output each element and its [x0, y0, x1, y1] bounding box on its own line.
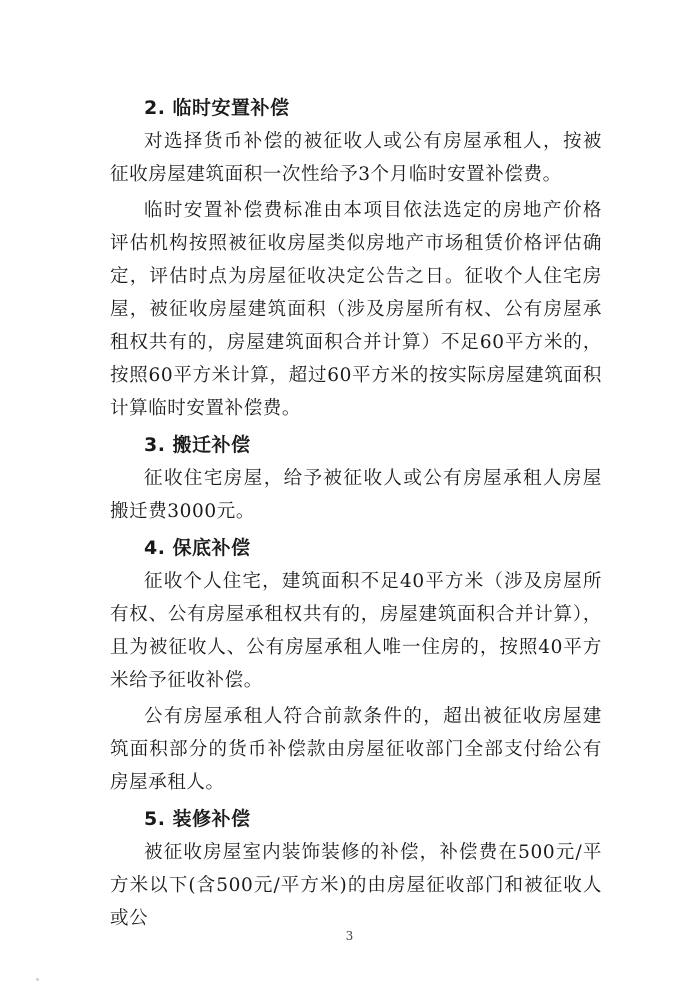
paragraph: 临时安置补偿费标准由本项目依法选定的房地产价格评估机构按照被征收房屋类似房地产市场租赁价格评估确定，评估时点为房屋征收决定公告之日。征收个人住宅房屋，被征收房屋建筑面积（涉及房屋所有权、公有房屋承租权共有的，房屋建筑面积合并计算）不足60平方米的，按照60平方米计算，超过60平方米的按实际房屋建筑面积计算临时安置补偿费。 [110, 200, 602, 419]
scan-artifact [36, 978, 39, 981]
paragraph: 征收住宅房屋，给予被征收人或公有房屋承租人房屋搬迁费3000元。 [110, 468, 602, 522]
section-heading: 3. 搬迁补偿 [144, 434, 251, 456]
section-heading: 5. 装修补偿 [144, 808, 251, 830]
paragraph: 对选择货币补偿的被征收人或公有房屋承租人，按被征收房屋建筑面积一次性给予3个月临时安置补偿费。 [110, 131, 602, 185]
page-number: 3 [345, 929, 354, 943]
section-heading: 2. 临时安置补偿 [144, 97, 290, 119]
document-body [110, 92, 602, 935]
paragraph: 公有房屋承租人符合前款条件的，超出被征收房屋建筑面积部分的货币补偿款由房屋征收部门全部支付给公有房屋承租人。 [110, 706, 602, 793]
section-heading: 4. 保底补偿 [144, 537, 251, 559]
paragraph: 被征收房屋室内装饰装修的补偿，补偿费在500元/平方米以下(含500元/平方米)的由房屋征收部门和被征收人或公 [110, 842, 602, 929]
paragraph: 征收个人住宅，建筑面积不足40平方米（涉及房屋所有权、公有房屋承租权共有的，房屋建筑面积合并计算），且为被征收人、公有房屋承租人唯一住房的，按照40平方米给予征收补偿。 [110, 571, 602, 691]
